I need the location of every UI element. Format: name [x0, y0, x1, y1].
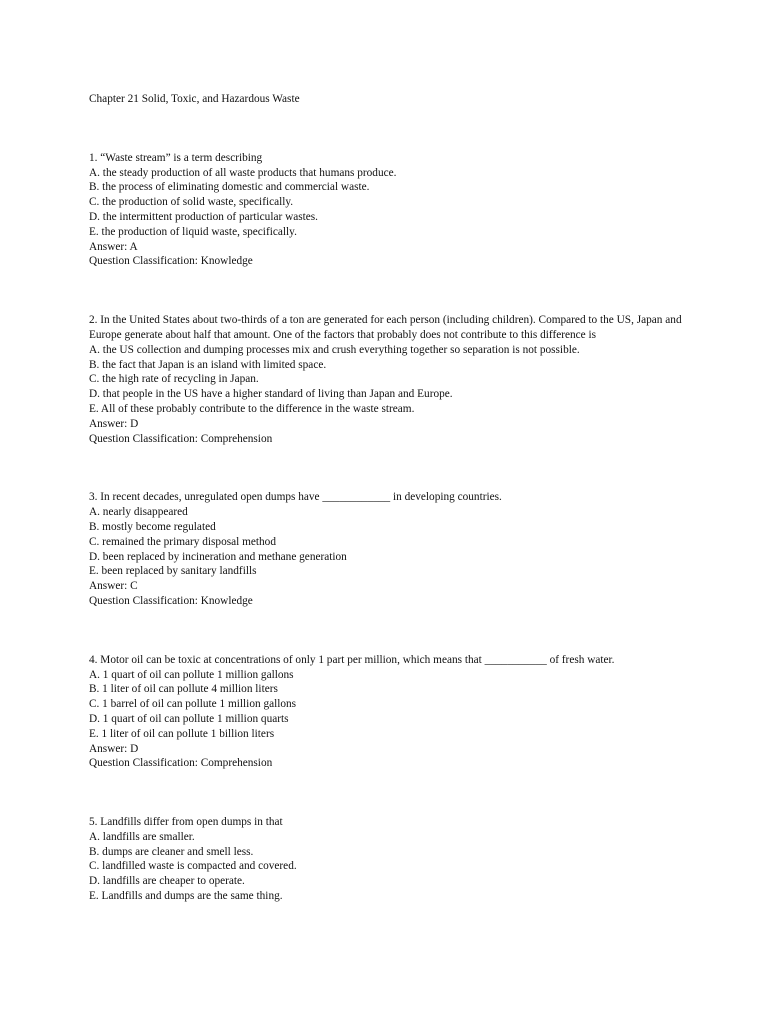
question-stem: 3. In recent decades, unregulated open dumps have ____________ in developing countries.: [89, 491, 502, 504]
option-a: A. the US collection and dumping processes mix and crush everything together so separation is not possible.: [89, 343, 580, 356]
option-b: B. 1 liter of oil can pollute 4 million liters: [89, 683, 278, 696]
chapter-title: Chapter 21 Solid, Toxic, and Hazardous Waste: [89, 93, 300, 105]
document-page: [89, 92, 689, 904]
option-a: A. nearly disappeared: [89, 506, 188, 519]
option-e: E. 1 liter of oil can pollute 1 billion liters: [89, 727, 275, 740]
answer: Answer: A: [89, 240, 138, 253]
option-d: D. 1 quart of oil can pollute 1 million quarts: [89, 712, 289, 725]
option-e: E. Landfills and dumps are the same thing.: [89, 890, 283, 903]
question-stem: 1. “Waste stream” is a term describing: [89, 151, 263, 164]
option-a: A. 1 quart of oil can pollute 1 million gallons: [89, 668, 294, 681]
question-classification: Question Classification: Knowledge: [89, 594, 253, 607]
option-c: C. 1 barrel of oil can pollute 1 million gallons: [89, 698, 297, 711]
question-classification: Question Classification: Comprehension: [89, 757, 273, 770]
option-e: E. All of these probably contribute to the difference in the waste stream.: [89, 402, 415, 415]
option-c: C. remained the primary disposal method: [89, 535, 276, 548]
question-4: [89, 653, 689, 771]
option-d: D. that people in the US have a higher standard of living than Japan and Europe.: [89, 388, 453, 401]
option-b: B. the fact that Japan is an island with limited space.: [89, 358, 327, 371]
answer: Answer: D: [89, 742, 139, 755]
question-2: [89, 313, 689, 446]
question-stem: 5. Landfills differ from open dumps in that: [89, 816, 283, 829]
option-c: C. the high rate of recycling in Japan.: [89, 373, 259, 386]
question-5: [89, 815, 689, 904]
option-c: C. the production of solid waste, specifically.: [89, 196, 294, 209]
answer: Answer: D: [89, 417, 139, 430]
question-stem: 2. In the United States about two-thirds of a ton are generated for each person (including children). Compared to the US, Japan and Europe generate about half that amount. One of the factors that probably does not contribute to this difference is: [89, 314, 682, 341]
question-classification: Question Classification: Knowledge: [89, 255, 253, 268]
answer: Answer: C: [89, 580, 138, 593]
option-c: C. landfilled waste is compacted and covered.: [89, 860, 297, 873]
question-1: [89, 151, 689, 269]
option-e: E. the production of liquid waste, specifically.: [89, 225, 297, 238]
option-d: D. landfills are cheaper to operate.: [89, 875, 245, 888]
question-stem: 4. Motor oil can be toxic at concentrations of only 1 part per million, which means that ___________ of fresh water.: [89, 653, 615, 666]
option-d: D. been replaced by incineration and methane generation: [89, 550, 347, 563]
question-classification: Question Classification: Comprehension: [89, 432, 273, 445]
option-a: A. landfills are smaller.: [89, 830, 195, 843]
option-e: E. been replaced by sanitary landfills: [89, 565, 257, 578]
question-3: [89, 490, 689, 608]
option-b: B. the process of eliminating domestic and commercial waste.: [89, 181, 370, 194]
option-b: B. dumps are cleaner and smell less.: [89, 845, 254, 858]
option-b: B. mostly become regulated: [89, 520, 216, 533]
option-a: A. the steady production of all waste products that humans produce.: [89, 166, 397, 179]
option-d: D. the intermittent production of particular wastes.: [89, 210, 319, 223]
